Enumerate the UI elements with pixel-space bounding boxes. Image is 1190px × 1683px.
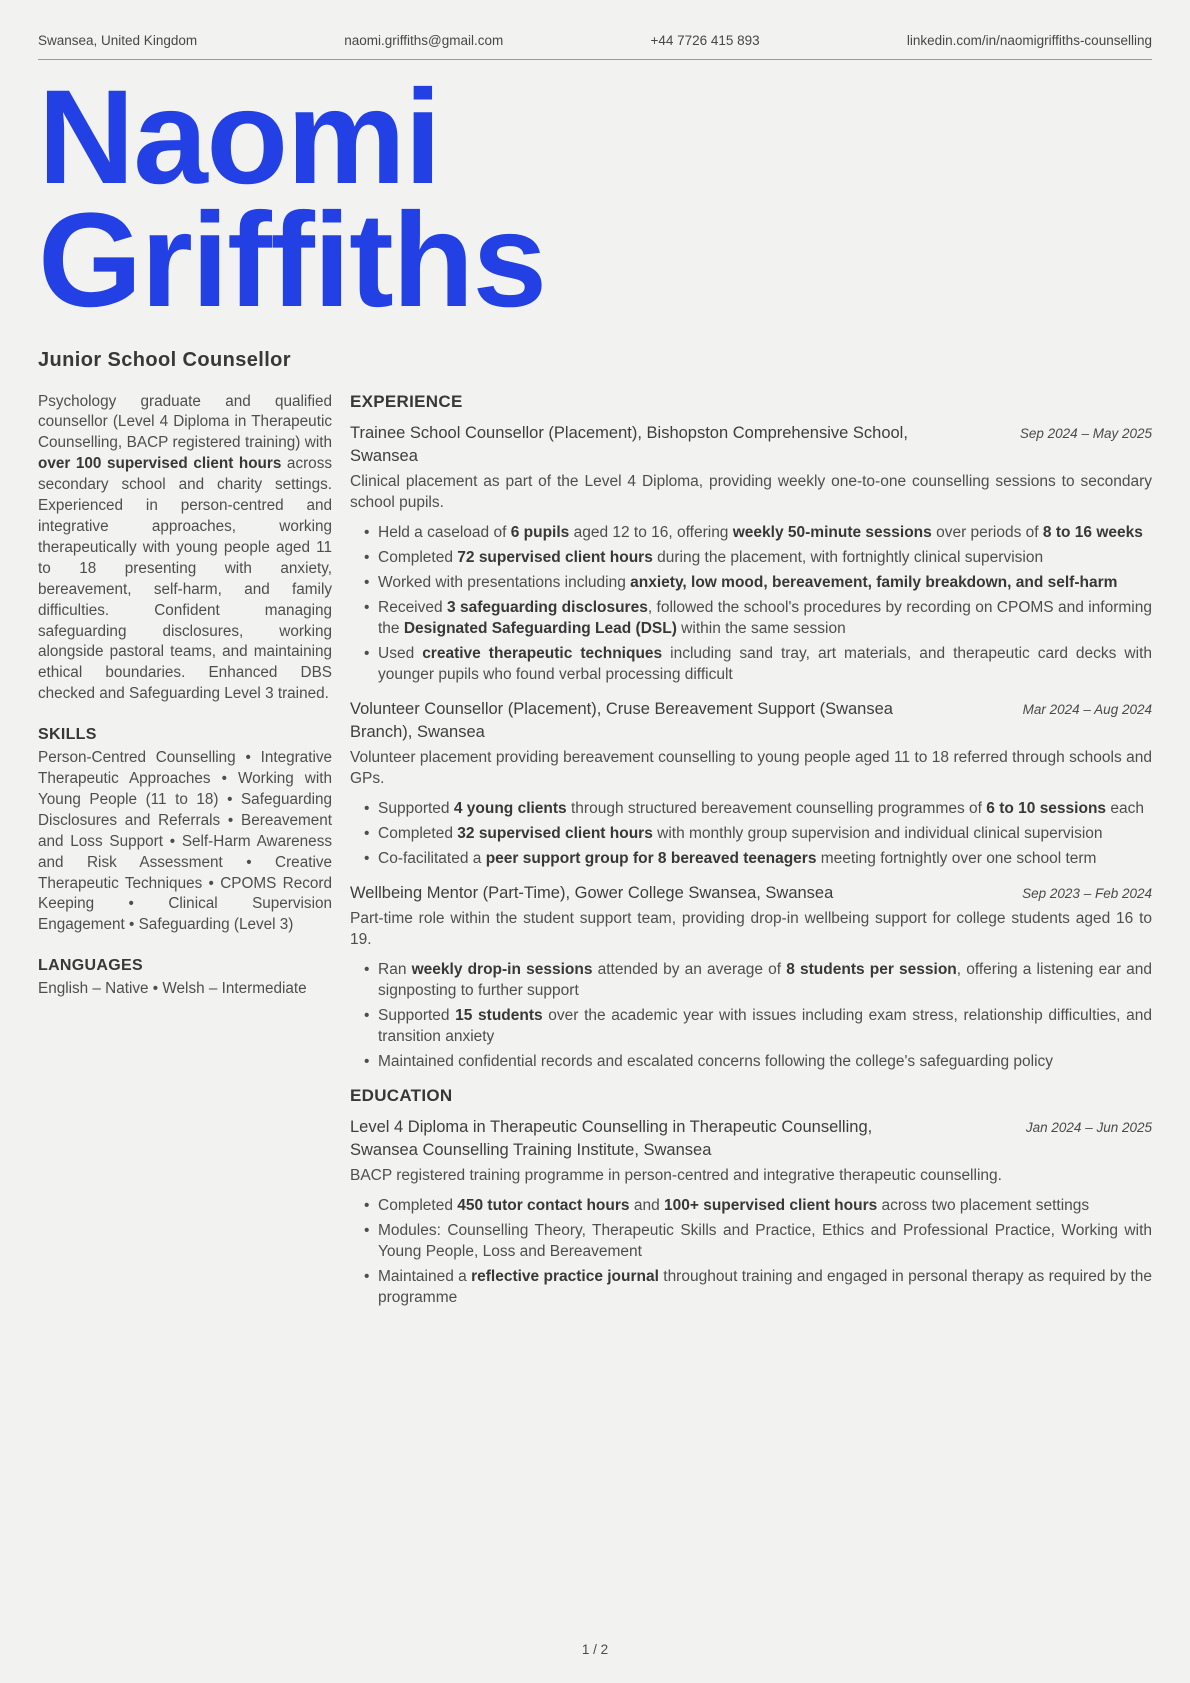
entry-title: Wellbeing Mentor (Part-Time), Gower College Swansea, Swansea — [350, 883, 834, 902]
bullet-text — [378, 599, 1152, 637]
text-segment: Modules: Counselling Theory, Therapeutic Skills and Practice, Ethics and Professional Practice, Working with Young People, Loss and Bereavement — [378, 1221, 1152, 1260]
text-segment: Completed — [378, 824, 458, 842]
bullet-text — [378, 645, 1152, 683]
entry-title: Level 4 Diploma in Therapeutic Counselling in Therapeutic Counselling, Swansea Counselling Training Institute, Swansea — [350, 1117, 873, 1159]
text-segment: attended by an average of — [592, 960, 787, 978]
bullet-marker: • — [364, 1196, 370, 1214]
bullet-text — [378, 1222, 1152, 1260]
text-segment: Received — [378, 598, 447, 616]
bullet-text — [378, 524, 1143, 541]
text-segment: Maintained a — [378, 1267, 472, 1285]
bullet-item — [364, 1220, 1152, 1262]
skills-list: Person-Centred Counselling • Integrative Therapeutic Approaches • Working with Young People (11 to 18) • Safeguarding Disclosures and Referrals • Bereavement and Loss Support • Self-Harm Awareness and Risk Assessment • Creative Therapeutic Techniques • CPOMS Record Keeping • Clinical Supervision Engagement • Safeguarding (Level 3) — [38, 749, 332, 934]
entry-title: Trainee School Counsellor (Placement), Bishopston Comprehensive School, Swansea — [350, 423, 908, 465]
text-segment: meeting fortnightly over one school term — [816, 849, 1097, 867]
bullet-item — [364, 572, 1152, 593]
languages-list: English – Native • Welsh – Intermediate — [38, 980, 307, 998]
bullet-text — [378, 1268, 1152, 1306]
text-segment: during the placement, with fortnightly clinical supervision — [652, 548, 1044, 566]
bullet-marker: • — [364, 523, 370, 541]
bold-text: 15 students — [455, 1006, 543, 1024]
bullet-text — [378, 800, 1144, 817]
text-segment: across two placement settings — [877, 1196, 1090, 1214]
resume-sections — [350, 392, 1152, 1321]
text-segment: aged 12 to 16, offering — [569, 523, 733, 541]
bullet-item — [364, 1005, 1152, 1047]
bold-text: creative therapeutic techniques — [422, 644, 663, 662]
entry-dates: Jan 2024 – Jun 2025 — [1025, 1119, 1152, 1135]
text-segment: over the academic year with issues including exam stress, relationship difficulties, and transition anxiety — [378, 1006, 1152, 1045]
entry-header — [350, 1116, 1152, 1162]
text-segment: Held a caseload of — [378, 523, 511, 541]
text-segment: including sand tray, art materials, and therapeutic card decks with younger pupils who found verbal processing difficult — [378, 644, 1152, 683]
text-segment: across secondary school and charity settings. Experienced in person-centred and integrative approaches, working therapeutically with young people aged 11 to 18 presenting with anxiety, bereavement, self-harm, and family difficulties. Confident managing safeguarding disclosures, working alongside pastoral teams, and maintaining ethical boundaries. Enhanced DBS checked and Safeguarding Level 3 trained. — [38, 455, 332, 703]
bullet-text — [378, 825, 1103, 842]
entry-dates: Mar 2024 – Aug 2024 — [1022, 701, 1152, 717]
section-education — [350, 1086, 1152, 1308]
bullet-marker: • — [364, 598, 370, 616]
bold-text: reflective practice journal — [471, 1267, 659, 1285]
job-headline: Junior School Counsellor — [38, 348, 291, 371]
text-segment: , offering a listening ear and signposting to further support — [378, 960, 1152, 999]
bullet-text — [378, 1197, 1089, 1214]
bullet-marker: • — [364, 573, 370, 591]
text-segment: over periods of — [931, 523, 1043, 541]
bold-text: 8 students per session — [786, 960, 957, 978]
text-segment: Completed — [378, 548, 458, 566]
bold-text: 32 supervised client hours — [457, 824, 653, 842]
entry-description: Clinical placement as part of the Level 4 Diploma, providing weekly one-to-one counselling sessions to secondary school pupils. — [350, 472, 1152, 511]
bold-text: weekly drop-in sessions — [411, 960, 593, 978]
contact-email: naomi.griffiths@gmail.com — [344, 33, 504, 48]
languages-heading: LANGUAGES — [38, 957, 143, 975]
experience-entry — [350, 422, 1152, 685]
bullet-text — [378, 1053, 1053, 1070]
bullet-list — [350, 522, 1152, 685]
bullet-list — [350, 959, 1152, 1072]
text-segment: each — [1106, 799, 1144, 817]
bullet-item — [364, 798, 1152, 819]
bullet-marker: • — [364, 1221, 370, 1239]
person-last-name: Griffiths — [38, 186, 546, 336]
education-entry — [350, 1116, 1152, 1308]
entry-description: BACP registered training programme in person-centred and integrative therapeutic counselling. — [350, 1166, 1002, 1184]
text-segment: Completed — [378, 1196, 458, 1214]
bold-text: peer support group for 8 bereaved teenagers — [485, 849, 817, 867]
contact-linkedin: linkedin.com/in/naomigriffiths-counselling — [906, 33, 1152, 48]
bullet-marker: • — [364, 548, 370, 566]
entry-description: Part-time role within the student support team, providing drop-in wellbeing support for college students aged 16 to 19. — [350, 909, 1152, 948]
bullet-text — [378, 574, 1117, 591]
bullet-list — [350, 798, 1152, 869]
section-heading: EDUCATION — [350, 1085, 453, 1105]
profile-summary — [38, 392, 332, 706]
entry-title: Volunteer Counsellor (Placement), Cruse Bereavement Support (Swansea Branch), Swansea — [350, 699, 893, 741]
bold-text: 6 pupils — [510, 523, 570, 541]
entry-dates: Sep 2023 – Feb 2024 — [1022, 885, 1152, 901]
sidebar-column — [38, 392, 332, 1321]
text-segment: Psychology graduate and qualified counsellor (Level 4 Diploma in Therapeutic Counselling, BACP registered training) with — [38, 392, 332, 452]
entry-header — [350, 882, 1152, 905]
bold-text: 3 safeguarding disclosures — [447, 598, 648, 616]
bold-text: 8 to 16 weeks — [1042, 523, 1143, 541]
page-indicator: 1 / 2 — [581, 1642, 609, 1657]
text-segment: with monthly group supervision and individual clinical supervision — [652, 824, 1103, 842]
entry-header — [350, 422, 1152, 468]
contact-location: Swansea, United Kingdom — [38, 33, 198, 48]
person-first-name: Naomi — [38, 63, 441, 212]
text-segment: within the same session — [676, 619, 846, 637]
bullet-marker: • — [364, 1052, 370, 1070]
section-experience — [350, 392, 1152, 1072]
bold-text: Designated Safeguarding Lead (DSL) — [403, 619, 677, 637]
text-segment: Maintained confidential records and escalated concerns following the college's safeguarding policy — [378, 1052, 1054, 1070]
bullet-item — [364, 1195, 1152, 1216]
bullet-marker: • — [364, 799, 370, 817]
text-segment: Supported — [378, 1006, 456, 1024]
experience-entry — [350, 698, 1152, 869]
bullet-item — [364, 1051, 1152, 1072]
bullet-item — [364, 848, 1152, 869]
entry-header — [350, 698, 1152, 744]
person-name — [38, 63, 1152, 336]
bullet-marker: • — [364, 1006, 370, 1024]
entry-dates: Sep 2024 – May 2025 — [1019, 425, 1152, 441]
bold-text: 450 tutor contact hours — [457, 1196, 630, 1214]
text-segment: Used — [378, 644, 423, 662]
bold-text: 72 supervised client hours — [457, 548, 653, 566]
text-segment: Ran — [378, 960, 412, 978]
bullet-item — [364, 959, 1152, 1001]
bold-text: over 100 supervised client hours — [38, 455, 282, 473]
bullet-text — [378, 549, 1043, 566]
bullet-marker: • — [364, 1267, 370, 1285]
bold-text: 100+ supervised client hours — [664, 1196, 878, 1214]
bullet-marker: • — [364, 644, 370, 662]
bullet-list — [350, 1195, 1152, 1308]
contact-phone: +44 7726 415 893 — [650, 33, 760, 48]
section-heading: EXPERIENCE — [350, 391, 463, 411]
entry-description: Volunteer placement providing bereavement counselling to young people aged 11 to 18 referred through schools and GPs. — [350, 748, 1152, 787]
bullet-item — [364, 643, 1152, 685]
bold-text: 6 to 10 sessions — [986, 799, 1107, 817]
text-segment: Supported — [378, 799, 454, 817]
bullet-marker: • — [364, 824, 370, 842]
experience-entry — [350, 882, 1152, 1072]
bullet-item — [364, 547, 1152, 568]
text-segment: through structured bereavement counselling programmes of — [566, 799, 987, 817]
text-segment: throughout training and engaged in personal therapy as required by the programme — [378, 1267, 1153, 1306]
bullet-item — [364, 597, 1152, 639]
bullet-item — [364, 522, 1152, 543]
text-segment: Co-facilitated a — [378, 849, 486, 867]
bullet-item — [364, 1266, 1153, 1308]
bullet-marker: • — [364, 849, 370, 867]
skills-heading: SKILLS — [38, 726, 97, 744]
content-columns — [38, 392, 1152, 1321]
bullet-item — [364, 823, 1152, 844]
bullet-text — [378, 850, 1096, 867]
bold-text: anxiety, low mood, bereavement, family breakdown, and self-harm — [630, 573, 1118, 591]
bold-text: 4 young clients — [453, 799, 567, 817]
bullet-text — [378, 1007, 1152, 1045]
contact-bar — [38, 0, 1152, 60]
text-segment: Worked with presentations including — [378, 573, 631, 591]
bullet-text — [378, 961, 1152, 999]
text-segment: and — [629, 1196, 664, 1214]
bold-text: weekly 50-minute sessions — [732, 523, 932, 541]
text-segment: , followed the school's procedures by recording on CPOMS and informing the — [378, 598, 1152, 637]
bullet-marker: • — [364, 960, 370, 978]
